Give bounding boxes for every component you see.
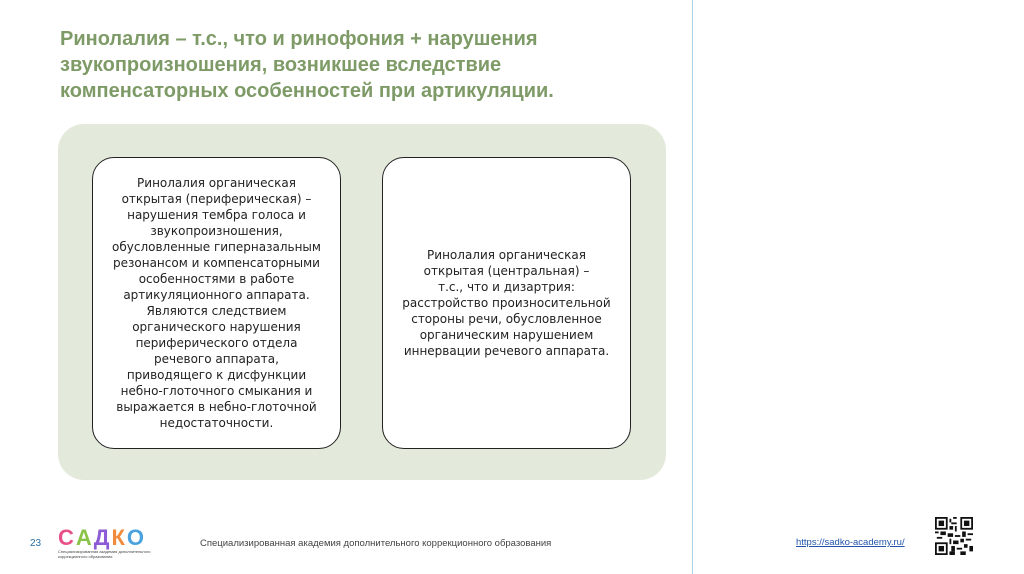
card-central-text: Ринолалия органическая открытая (центральная) – т.с., что и дизартрия: расстройство произносительной стороны речи, обусловленное органическим нарушением иннервации речевого аппарата. <box>402 248 611 358</box>
page-number: 23 <box>30 538 42 549</box>
card-peripheral <box>92 157 341 449</box>
logo-letter-1: С <box>58 525 74 550</box>
logo-letter-2: А <box>75 525 92 550</box>
card-peripheral-text: Ринолалия органическая открытая (периферическая) – нарушения тембра голоса и звукопроизношения, обусловленные гиперназальным резонансом и компенсаторными особенностями в работе артикуляционного аппарата. Являются следствием органического нарушения периферического отдела речевого аппарата, приводящего к дисфункции небно-глоточного смыкания и выражается в небно-глоточной недостаточности. <box>112 176 321 430</box>
logo-letter-5: О <box>126 525 145 550</box>
logo-letters <box>58 525 158 550</box>
logo-subtitle: Специализированная академия дополнительного коррекционного образования <box>58 549 151 559</box>
org-name: Специализированная академия дополнительного коррекционного образования <box>200 538 552 549</box>
card-central <box>382 157 631 449</box>
qr-code-icon <box>935 517 973 555</box>
logo-letter-3: Д <box>93 525 110 550</box>
logo-letter-4: К <box>111 525 125 550</box>
sadko-logo <box>58 525 158 559</box>
slide-title: Ринолалия – т.с., что и ринофония + нарушения звукопроизношения, возникшее вследствие компенсаторных особенностей при артикуляции. <box>60 28 554 102</box>
website-link[interactable]: https://sadko-academy.ru/ <box>796 537 905 548</box>
divider-line <box>692 0 693 574</box>
